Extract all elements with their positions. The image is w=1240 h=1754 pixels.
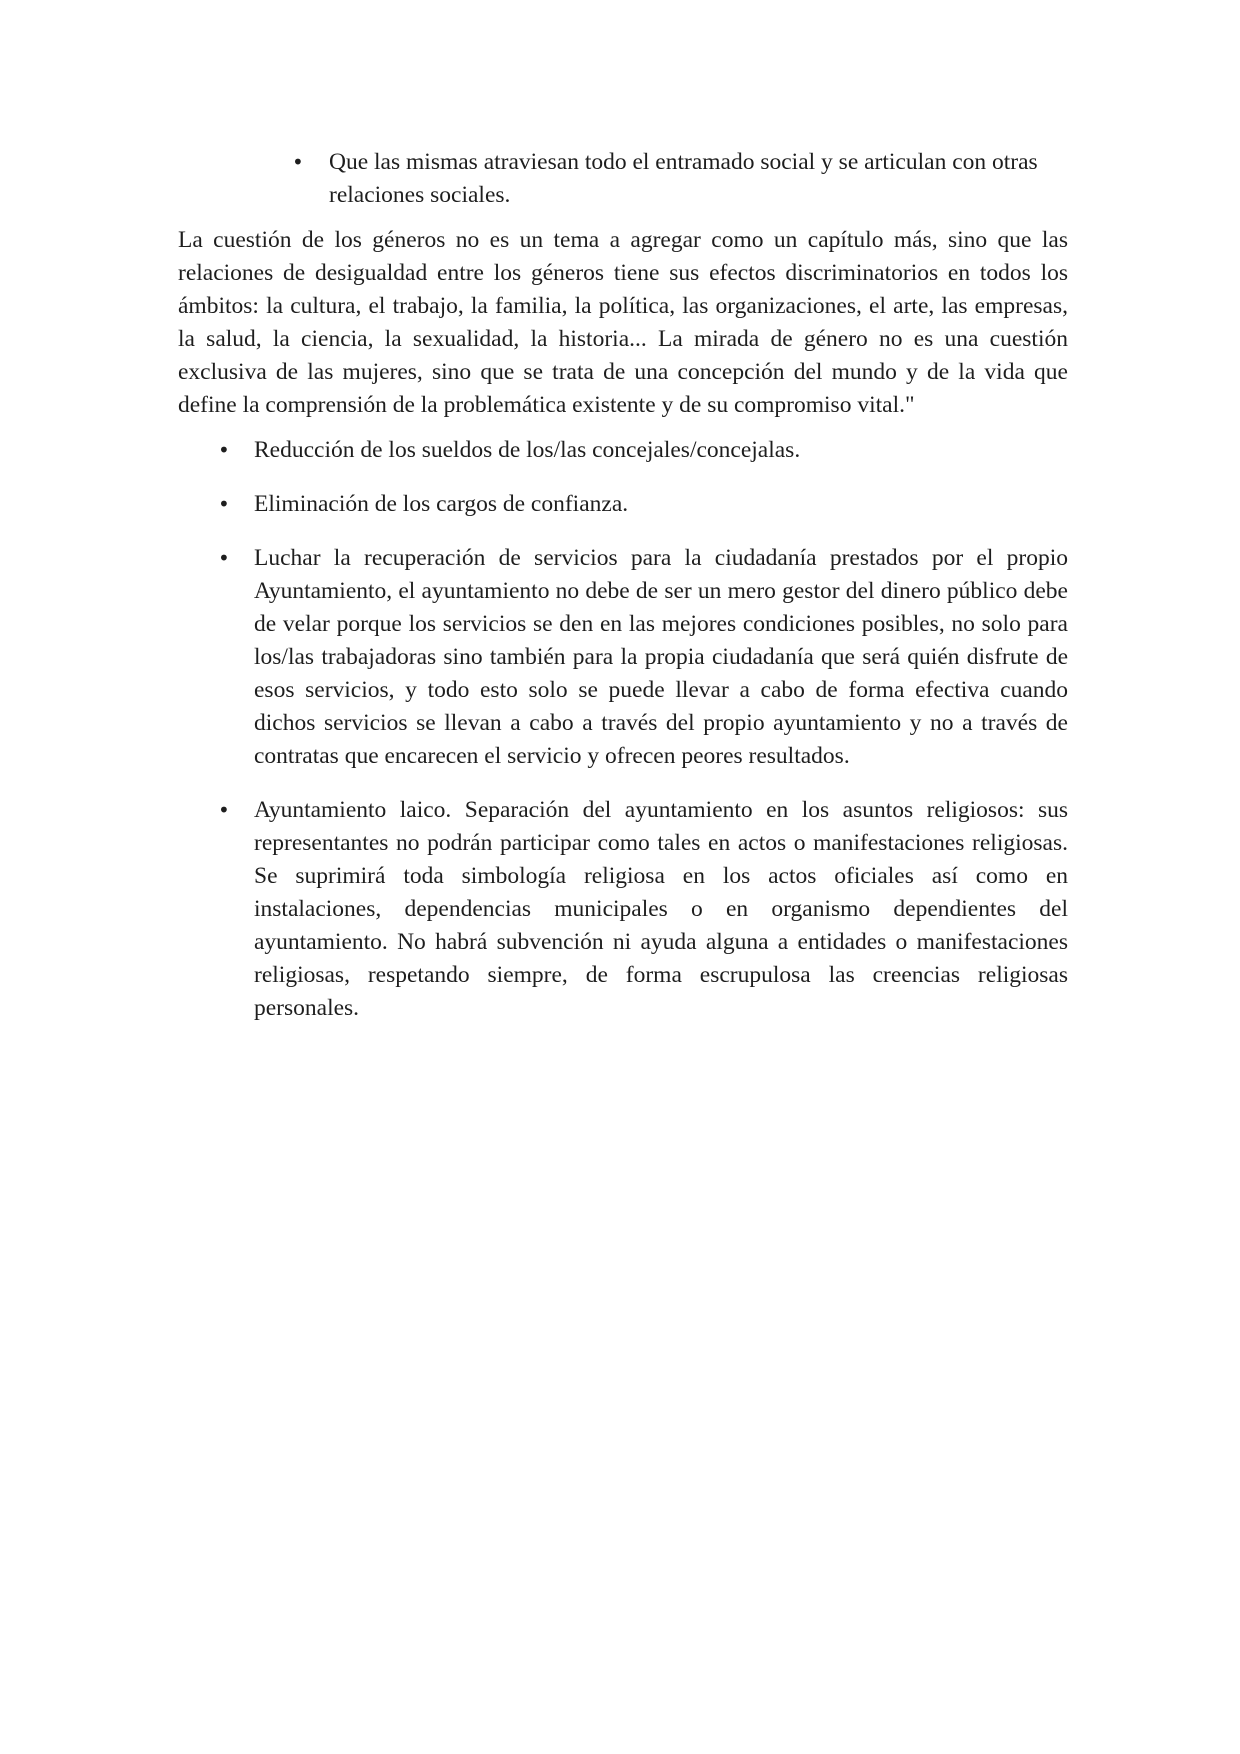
list-item (178, 146, 1068, 212)
list-item-text: Que las mismas atraviesan todo el entramado social y se articulan con otras relaciones sociales. (329, 149, 1038, 208)
list-item-text: Reducción de los sueldos de los/las concejales/concejalas. (254, 437, 801, 463)
list-item (178, 488, 1068, 521)
bullet-icon: • (218, 492, 230, 516)
bullet-icon: • (218, 546, 230, 570)
bullet-icon: • (292, 150, 304, 174)
intro-bullet-list (178, 146, 1068, 212)
list-item (178, 434, 1068, 467)
list-item (178, 794, 1068, 1025)
list-item (178, 542, 1068, 773)
bullet-icon: • (218, 438, 230, 462)
list-item-text: Eliminación de los cargos de confianza. (254, 491, 629, 517)
proposals-bullet-list (178, 434, 1068, 1025)
list-item-text: Luchar la recuperación de servicios para la ciudadanía prestados por el propio Ayuntamiento, el ayuntamiento no debe de ser un mero gestor del dinero público debe de velar porque los servicios se den en las mejores condiciones posibles, no solo para los/las trabajadoras sino también para la propia ciudadanía que será quién disfrute de esos servicios, y todo esto solo se puede llevar a cabo de forma efectiva cuando dichos servicios se llevan a cabo a través del propio ayuntamiento y no a través de contratas que encarecen el servicio y ofrecen peores resultados. (254, 545, 1068, 769)
bullet-icon: • (218, 798, 230, 822)
body-paragraph: La cuestión de los géneros no es un tema a agregar como un capítulo más, sino que las relaciones de desigualdad entre los géneros tiene sus efectos discriminatorios en todos los ámbitos: la cultura, el trabajo, la familia, la política, las organizaciones, el arte, las empresas, la salud, la ciencia, la sexualidad, la historia... La mirada de género no es una cuestión exclusiva de las mujeres, sino que se trata de una concepción del mundo y de la vida que define la comprensión de la problemática existente y de su compromiso vital." (178, 227, 1068, 418)
list-item-text: Ayuntamiento laico. Separación del ayuntamiento en los asuntos religiosos: sus representantes no podrán participar como tales en actos o manifestaciones religiosas. Se suprimirá toda simbología religiosa en los actos oficiales así como en instalaciones, dependencias municipales o en organismo dependientes del ayuntamiento. No habrá subvención ni ayuda alguna a entidades o manifestaciones religiosas, respetando siempre, de forma escrupulosa las creencias religiosas personales. (254, 797, 1068, 1021)
document-body (178, 146, 1068, 1025)
